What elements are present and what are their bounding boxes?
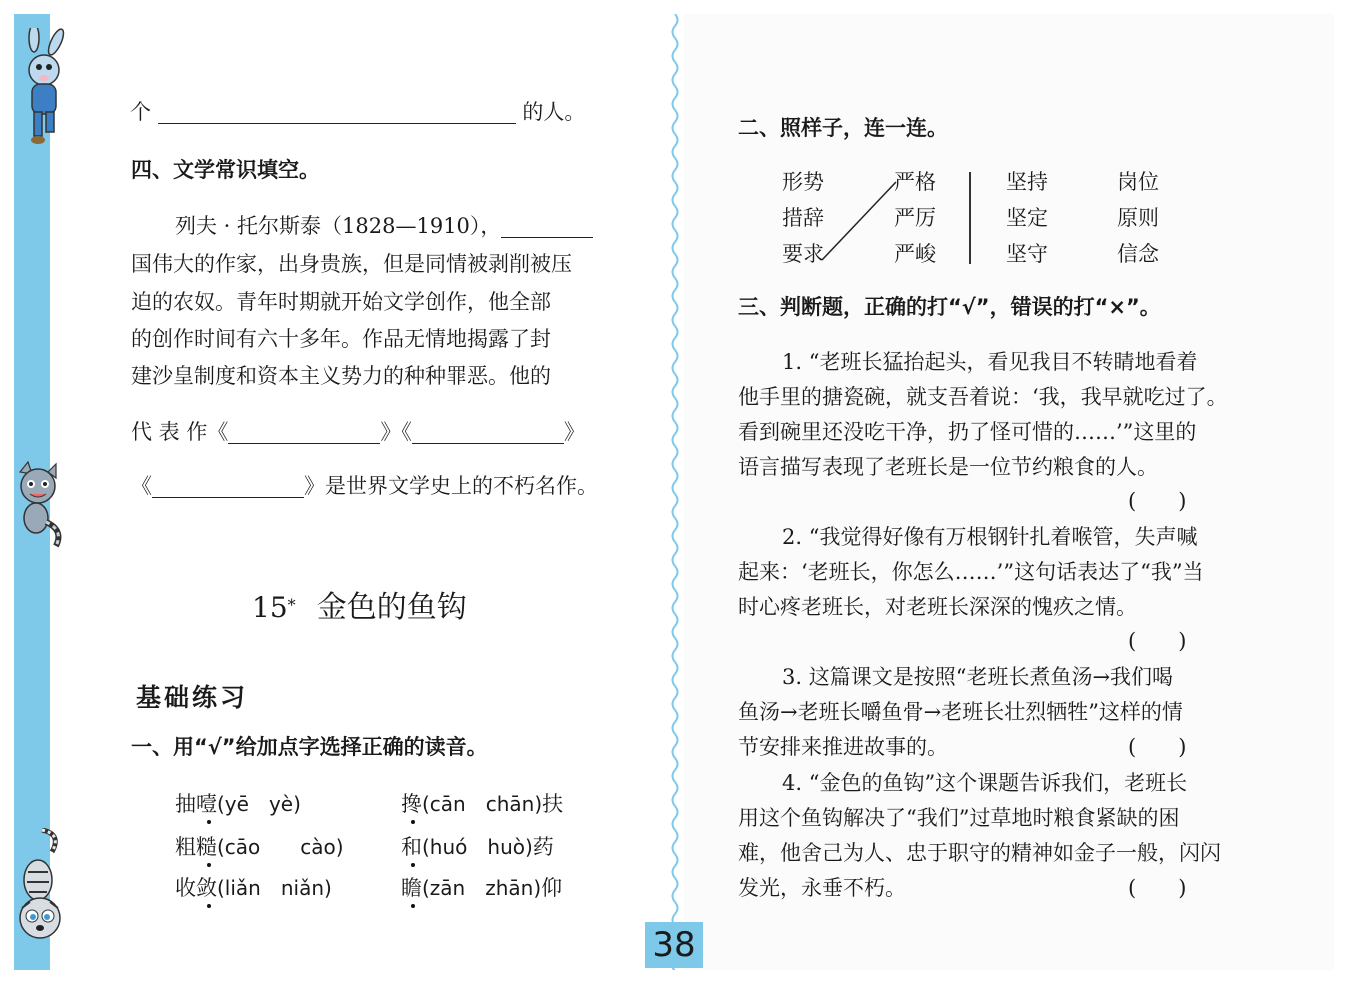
emphasis-dot <box>411 904 415 908</box>
dotted-char: 搀 <box>401 792 422 816</box>
pinyin-item <box>175 835 344 859</box>
works-prefix: 代 表 作《 <box>131 420 229 444</box>
basic-practice-heading: 基础练习 <box>136 683 249 712</box>
char-post: 药 <box>532 835 554 859</box>
char-pre: 抽 <box>175 792 196 816</box>
judge-item-line: 3. 这篇课文是按照“老班长煮鱼汤→我们喝 <box>782 665 1174 689</box>
answer-parenthesis[interactable]: ( ) <box>1128 735 1187 759</box>
dotted-char: 敛 <box>196 876 217 900</box>
raccoon-mascot-icon <box>12 460 72 550</box>
pinyin-choice[interactable]: (yē yè) <box>217 792 301 816</box>
emphasis-dot <box>411 820 415 824</box>
wavy-spine-divider <box>666 14 684 970</box>
emphasis-dot <box>411 863 415 867</box>
paragraph-line-4: 的创作时间有六十多年。作品无情地揭露了封 <box>131 327 551 351</box>
example-match-line <box>820 170 900 270</box>
emphasis-dot <box>207 904 211 908</box>
match-word[interactable]: 信念 <box>1117 242 1159 266</box>
judge-item-line: 鱼汤→老班长嚼鱼骨→老班长壮烈牺牲”这样的情 <box>738 700 1183 724</box>
pinyin-item <box>175 792 301 816</box>
section4-title: 四、文学常识填空。 <box>131 158 320 182</box>
line-suffix: 的人。 <box>522 100 586 124</box>
rabbit-mascot-icon <box>12 28 72 148</box>
dotted-char: 瞻 <box>401 876 422 900</box>
answer-blank-country[interactable] <box>501 215 593 238</box>
match-word[interactable]: 岗位 <box>1117 170 1159 194</box>
judge-item-line: 时心疼老班长，对老班长深深的愧疚之情。 <box>738 595 1137 619</box>
char-post: 仰 <box>541 876 563 900</box>
paragraph-line-3: 迫的农奴。青年时期就开始文学创作，他全部 <box>131 290 551 314</box>
dotted-char: 和 <box>401 835 422 859</box>
match-word[interactable]: 原则 <box>1117 206 1159 230</box>
pinyin-item <box>401 792 563 816</box>
judge-item-line: 他手里的搪瓷碗，就支吾着说：‘我，我早就吃过了。 <box>738 385 1228 409</box>
match-word[interactable]: 措辞 <box>782 206 824 230</box>
judge-item-line: 难，他舍己为人、忠于职守的精神如金子一般，闪闪 <box>738 841 1221 865</box>
paragraph-text: 列夫 · 托尔斯泰（1828—1910）， <box>175 214 502 238</box>
judge-item-line: 4. “金色的鱼钩”这个课题告诉我们，老班长 <box>782 771 1188 795</box>
match-word[interactable]: 严格 <box>894 170 936 194</box>
fill-line-person <box>130 100 585 124</box>
pinyin-choice[interactable]: (liǎn niǎn) <box>217 876 332 900</box>
char-post: 扶 <box>542 792 564 816</box>
judge-item-line: 语言描写表现了老班长是一位节约粮食的人。 <box>738 455 1158 479</box>
paragraph-line-1 <box>175 214 593 238</box>
emphasis-dot <box>207 863 211 867</box>
pinyin-choice[interactable]: (huó huò) <box>422 835 533 859</box>
lesson-number: 15 <box>252 591 288 624</box>
works-suffix: 》是世界文学史上的不朽名作。 <box>304 474 598 498</box>
judge-item-line: 起来：‘老班长，你怎么……’”这句话表达了“我”当 <box>738 560 1204 584</box>
dotted-char: 噎 <box>196 792 217 816</box>
works-end: 》 <box>563 420 585 444</box>
char-pre: 粗 <box>175 835 196 859</box>
answer-blank-work-2[interactable] <box>412 421 564 444</box>
works-line <box>131 420 585 444</box>
dotted-char: 糙 <box>196 835 217 859</box>
answer-parenthesis[interactable]: ( ) <box>1128 876 1187 900</box>
answer-parenthesis[interactable]: ( ) <box>1128 489 1187 513</box>
pinyin-choice[interactable]: (cāo cào) <box>217 835 344 859</box>
match-word[interactable]: 坚定 <box>1006 206 1048 230</box>
judge-item-line: 用这个鱼钩解决了“我们”过草地时粮食紧缺的困 <box>738 806 1180 830</box>
judge-item-line: 2. “我觉得好像有万根钢针扎着喉管，失声喊 <box>782 525 1198 549</box>
judge-item-line: 1. “老班长猛抬起头，看见我目不转睛地看着 <box>782 350 1198 374</box>
answer-blank-work-3[interactable] <box>152 475 304 498</box>
match-word[interactable]: 要求 <box>782 242 824 266</box>
question2-title: 二、照样子，连一连。 <box>738 116 948 140</box>
pinyin-choice[interactable]: (zān zhān) <box>422 876 542 900</box>
match-word[interactable]: 坚守 <box>1006 242 1048 266</box>
lesson-star: * <box>287 595 296 615</box>
question1-title: 一、用“√”给加点字选择正确的读音。 <box>131 735 488 759</box>
tiger-mascot-icon <box>12 828 72 948</box>
pinyin-choice[interactable]: (cān chān) <box>422 792 543 816</box>
works-mid: 》《 <box>380 420 412 444</box>
match-word[interactable]: 形势 <box>782 170 824 194</box>
judge-item-line: 发光，永垂不朽。 <box>738 876 906 900</box>
line-prefix: 个 <box>130 100 151 124</box>
answer-blank[interactable] <box>158 101 516 124</box>
page-number: 38 <box>645 922 703 968</box>
column-divider <box>969 172 971 264</box>
match-word[interactable]: 坚持 <box>1006 170 1048 194</box>
match-word[interactable]: 严厉 <box>894 206 936 230</box>
paragraph-line-5: 建沙皇制度和资本主义势力的种种罪恶。他的 <box>131 364 551 388</box>
emphasis-dot <box>207 820 211 824</box>
pinyin-item <box>401 876 562 900</box>
match-word[interactable]: 严峻 <box>894 242 936 266</box>
judge-item-line: 看到碗里还没吃干净，扔了怪可惜的……’”这里的 <box>738 420 1197 444</box>
paragraph-line-2: 国伟大的作家，出身贵族，但是同情被剥削被压 <box>131 252 572 276</box>
char-pre: 收 <box>175 876 196 900</box>
pinyin-item <box>401 835 554 859</box>
pinyin-item <box>175 876 332 900</box>
question3-title: 三、判断题，正确的打“√”，错误的打“×”。 <box>738 295 1161 319</box>
works-open: 《 <box>131 474 152 498</box>
lesson-title-text: 金色的鱼钩 <box>316 590 467 625</box>
judge-item-line: 节安排来推进故事的。 <box>738 735 948 759</box>
answer-parenthesis[interactable]: ( ) <box>1128 629 1187 653</box>
answer-blank-work-1[interactable] <box>228 421 380 444</box>
lesson-title <box>252 582 467 626</box>
works-last-line <box>131 474 598 498</box>
